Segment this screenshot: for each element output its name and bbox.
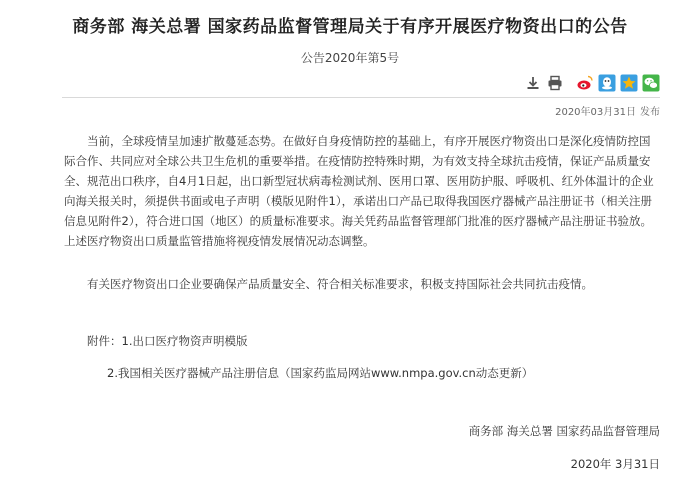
signature-date: 2020年 3月31日 bbox=[570, 457, 660, 471]
page-title: 商务部 海关总署 国家药品监督管理局关于有序开展医疗物资出口的公告 bbox=[72, 17, 628, 37]
print-icon[interactable] bbox=[546, 74, 564, 92]
download-icon[interactable] bbox=[524, 74, 542, 92]
attachment-item-1: 附件：1.出口医疗物资声明模版 bbox=[87, 334, 248, 348]
qq-share-icon[interactable] bbox=[598, 74, 616, 92]
body-paragraph-1: 当前，全球疫情呈加速扩散蔓延态势。在做好自身疫情防控的基础上，有序开展医疗物资出口是深化疫情防控国际合作、共同应对全球公共卫生危机的重要举措。在疫情防控特殊时期，为有效支持全球抗击疫情，保证产品质量安全、规范出口秩序，自4月1日起，出口新型冠状病毒检测试剂、医用口罩、医用防护服、呼吸机、红外体温计的企业向海关报关时，须提供书面或电子声明（模版见附件1），承诺出口产品已取得我国医疗器械产品注册证书（相关注册信息见附件2），符合进口国（地区）的质量标准要求。海关凭药品监督管理部门批准的医疗器械产品注册证书验放。上述医疗物资出口质量监管措施将视疫情发展情况动态调整。 bbox=[64, 134, 654, 248]
document-number: 公告2020年第5号 bbox=[300, 51, 400, 65]
wechat-share-icon[interactable] bbox=[642, 74, 660, 92]
attachment-item-2: 2.我国相关医疗器械产品注册信息（国家药监局网站www.nmpa.gov.cn动态更新） bbox=[107, 366, 534, 380]
publish-info bbox=[551, 103, 660, 118]
toolbar bbox=[520, 73, 660, 93]
weibo-share-icon[interactable] bbox=[576, 74, 594, 92]
body-paragraph-2: 有关医疗物资出口企业要确保产品质量安全、符合相关标准要求，积极支持国际社会共同抗击疫情。 bbox=[87, 277, 593, 291]
signature-issuer: 商务部 海关总署 国家药品监督管理局 bbox=[468, 424, 660, 438]
qzone-share-icon[interactable] bbox=[620, 74, 638, 92]
publish-label: 发布 bbox=[640, 107, 660, 118]
header-divider bbox=[62, 97, 660, 98]
publish-date: 2020年03月31日 bbox=[555, 107, 636, 118]
